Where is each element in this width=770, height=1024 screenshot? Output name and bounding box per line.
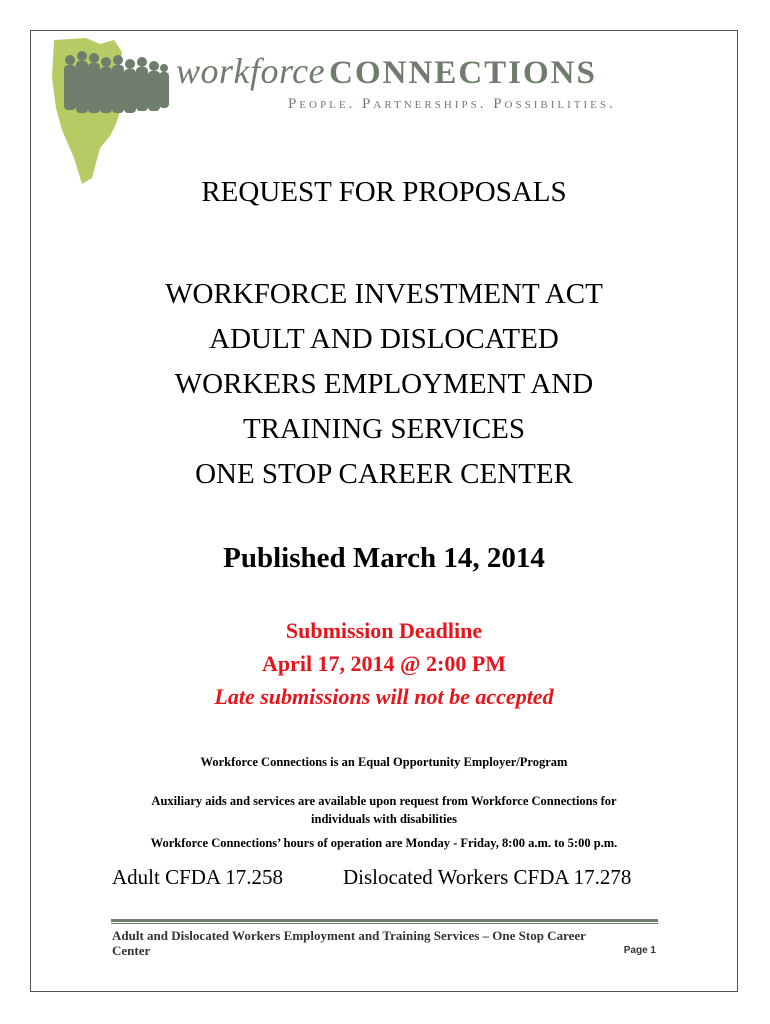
late-submission-note: Late submissions will not be accepted (214, 684, 554, 709)
hours-notice: Workforce Connections’ hours of operation are Monday - Friday, 8:00 a.m. to 5:00 p.m. (150, 836, 618, 850)
footer-divider (111, 919, 658, 924)
people-silhouette-icon (52, 38, 182, 186)
auxiliary-aids-notice (30, 792, 738, 828)
aids-line: individuals with disabilities (311, 812, 457, 826)
logo-wordmark (176, 50, 597, 92)
submission-deadline (30, 614, 738, 713)
rfp-heading: REQUEST FOR PROPOSALS (201, 176, 567, 208)
title-line: ONE STOP CAREER CENTER (195, 458, 573, 490)
logo-word-light: workforce (176, 51, 326, 91)
workforce-connections-logo (52, 38, 732, 186)
title-line: ADULT AND DISLOCATED (209, 323, 559, 355)
logo-word-bold: CONNECTIONS (329, 55, 597, 91)
published-date: Published March 14, 2014 (223, 542, 545, 574)
footer-line: Center (112, 943, 151, 958)
adult-cfda: Adult CFDA 17.258 (112, 865, 283, 889)
title-line: WORKFORCE INVESTMENT ACT (165, 278, 603, 310)
eeo-notice: Workforce Connections is an Equal Opportunity Employer/Program (200, 755, 568, 769)
deadline-datetime: April 17, 2014 @ 2:00 PM (261, 651, 507, 676)
deadline-label: Submission Deadline (285, 618, 483, 643)
logo-tagline: People. Partnerships. Possibilities. (288, 96, 616, 112)
page-number: Page 1 (623, 945, 656, 956)
footer-title (112, 928, 657, 958)
document-title (30, 272, 738, 497)
dislocated-cfda: Dislocated Workers CFDA 17.278 (343, 865, 632, 889)
title-line: WORKERS EMPLOYMENT AND (174, 368, 594, 400)
footer-line: Adult and Dislocated Workers Employment and Training Services – One Stop Career (112, 928, 586, 943)
title-line: TRAINING SERVICES (242, 413, 526, 445)
aids-line: Auxiliary aids and services are available upon request from Workforce Connections for (151, 794, 617, 808)
